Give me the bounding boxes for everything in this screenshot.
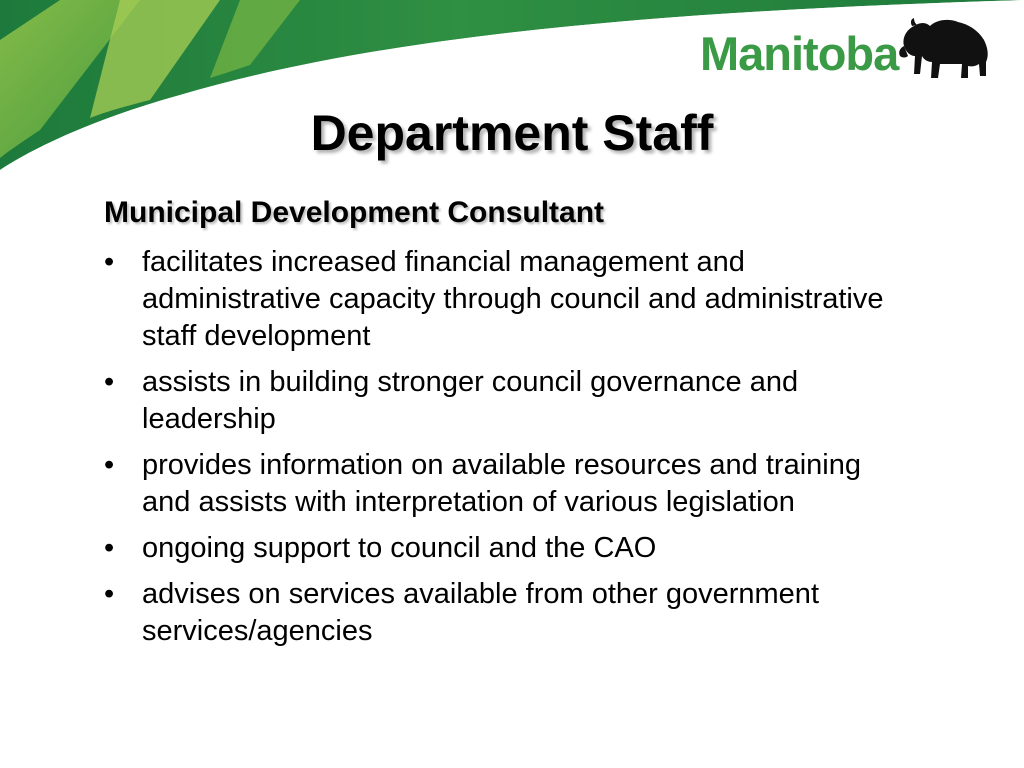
bullet-text: advises on services available from other government services/agencies [142, 578, 819, 647]
logo-wordmark: Manitoba [700, 27, 899, 80]
bullet-list [104, 244, 904, 659]
list-item [104, 576, 904, 650]
bullet-marker: • [104, 532, 115, 564]
bullet-text: facilitates increased financial management and administrative capacity through council and administrative staff development [142, 246, 884, 352]
section-subtitle: Municipal Development Consultant [104, 196, 605, 229]
list-item [104, 244, 904, 355]
manitoba-logo [700, 16, 1000, 86]
bullet-marker: • [104, 366, 115, 398]
bullet-text: ongoing support to council and the CAO [142, 532, 657, 564]
list-item [104, 447, 904, 521]
bullet-marker: • [104, 578, 115, 610]
list-item [104, 364, 904, 438]
bullet-marker: • [104, 449, 115, 481]
bullet-text: provides information on available resources and training and assists with interpretation of various legislation [142, 449, 861, 518]
bullet-text: assists in building stronger council governance and leadership [142, 366, 799, 435]
bullet-marker: • [104, 246, 115, 278]
bison-icon [896, 16, 992, 82]
list-item [104, 530, 904, 567]
slide-title: Department Staff [310, 105, 714, 161]
